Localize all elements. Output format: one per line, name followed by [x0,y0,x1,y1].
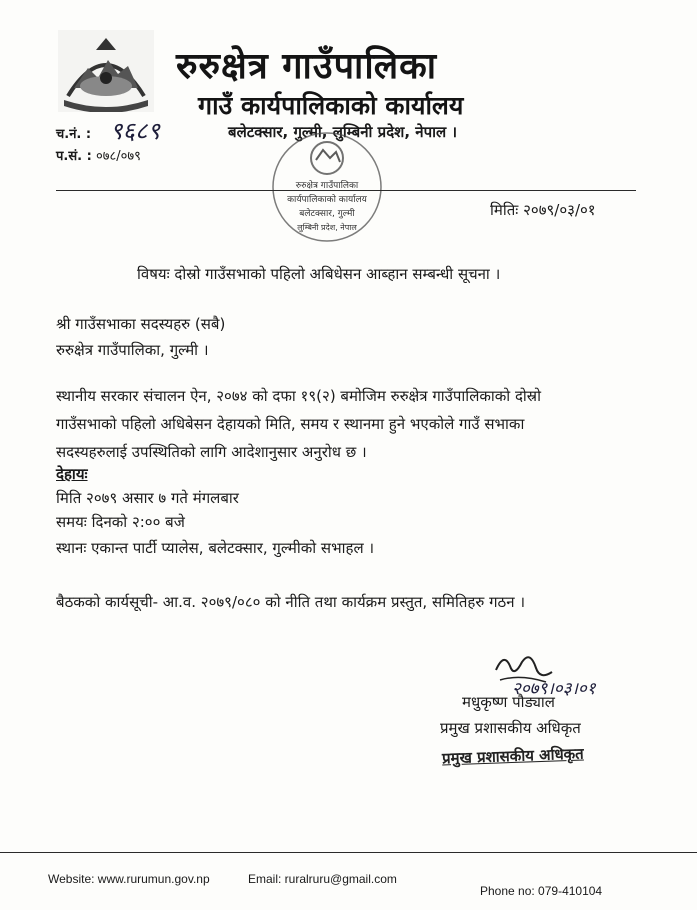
letterhead-subtitle: गाउँ कार्यपालिकाको कार्यालय [198,91,464,120]
reference-ps-label: प.सं. : [56,149,92,164]
stamp-line-2: कार्यपालिकाको कार्यालय [287,195,367,205]
footer-website: Website: www.rurumun.gov.np [48,872,210,886]
footer-phone: Phone no: 079-410104 [480,884,603,898]
details-date: मिति २०७९ असार ७ गते मंगलबार [56,489,239,507]
body-line-2: गाउँसभाको पहिलो अधिबेसन देहायको मिति, समय र स्थानमा हुने भएकोले गाउँ सभाका [56,415,525,433]
signatory-name: मधुकृष्ण पौड्याल [462,693,555,711]
reference-cn-label: च.नं. : [56,127,92,142]
reference-cn-value: ९६८९ [110,117,160,145]
recipient-line-2: रुरुक्षेत्र गाउँपालिका, गुल्मी । [56,341,209,359]
office-seal-stamp [268,128,386,246]
footer-divider [0,852,697,853]
letter-date: मितिः २०७९/०३/०१ [490,201,596,219]
details-place: स्थानः एकान्त पार्टी प्यालेस, बलेटक्सार, गुल्मीको सभाहल । [56,539,375,557]
details-heading: देहायः [56,465,88,483]
signatory-title: प्रमुख प्रशासकीय अधिकृत [440,719,581,737]
title-stamp: प्रमुख प्रशासकीय अधिकृत [441,744,585,768]
signature-date: २०७९।०३।०१ [512,679,596,699]
recipient-line-1: श्री गाउँसभाका सदस्यहरु (सबै) [56,315,226,333]
letterhead-address: बलेटक्सार, गुल्मी, लुम्बिनी प्रदेश, नेपाल । [228,123,458,141]
reference-ps-value: ०७८/०७९ [96,149,141,164]
nepal-emblem-logo [58,30,154,112]
letterhead-title: रुरुक्षेत्र गाउँपालिका [176,46,438,87]
letter-subject: विषयः दोस्रो गाउँसभाको पहिलो अबिधेसन आब्हान सम्बन्धी सूचना । [137,265,501,283]
header-divider [56,190,636,191]
stamp-line-1: रुरुक्षेत्र गाउँपालिका [295,181,359,191]
footer-email: Email: ruralruru@gmail.com [248,872,397,886]
agenda: बैठकको कार्यसूची- आ.व. २०७९/०८० को नीति तथा कार्यक्रम प्रस्तुत, समितिहरु गठन । [56,593,526,611]
details-time: समयः दिनको २:०० बजे [56,513,185,531]
body-line-3: सदस्यहरुलाई उपस्थितिको लागि आदेशानुसार अनुरोध छ । [56,443,367,461]
body-line-1: स्थानीय सरकार संचालन ऐन, २०७४ को दफा १९(२) बमोजिम रुरुक्षेत्र गाउँपालिकाको दोस्रो [56,387,541,405]
stamp-line-3: बलेटक्सार, गुल्मी [299,209,355,219]
stamp-line-4: लुम्बिनी प्रदेश, नेपाल [297,223,357,232]
